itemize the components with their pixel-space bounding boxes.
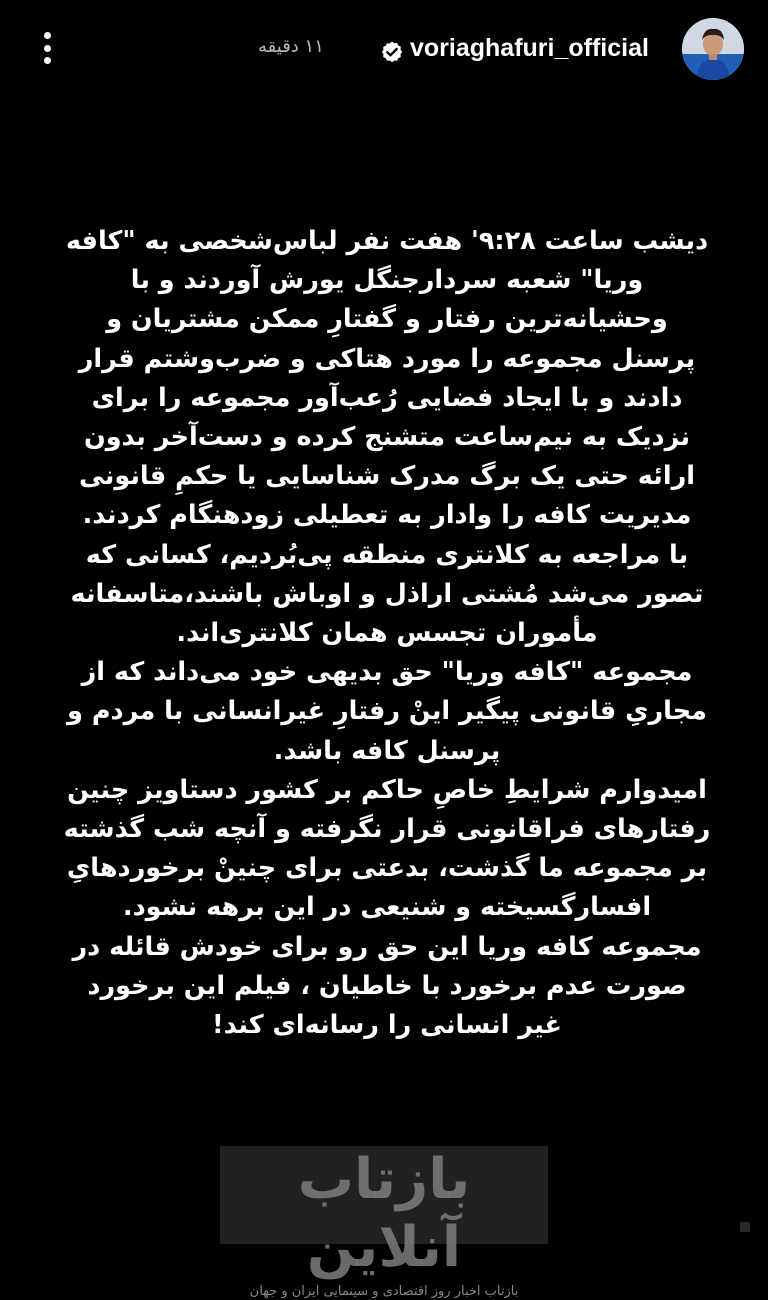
- more-options-button[interactable]: [30, 28, 64, 68]
- profile-avatar[interactable]: [682, 18, 744, 80]
- story-paragraph: با مراجعه به کلانتری منطقه پی‌بُردیم، کسانی که تصور می‌شد مُشتی اراذل و اوباش باشند،متاسفانه مأموران تجسس همان کلانتری‌اند.: [70, 539, 704, 649]
- verified-badge-icon: [380, 40, 404, 64]
- story-time: ۱۱ دقیقه: [258, 36, 324, 57]
- more-vertical-icon-dot: [44, 45, 51, 52]
- story-paragraph: دیشب ساعت ۹:۲۸' هفت نفر لباس‌شخصی به "کافه وریا" شعبه سردارجنگل یورش آوردند و با وحشیانه‌ترین رفتار و گفتارِ ممکن مشتریان و پرسنل مجموعه را مورد هتاکی و ضرب‌وشتم قرار دادند و با ایجاد فضایی رُعب‌آور مجموعه را برای نزدیک به نیم‌ساعت متشنج کرده و دست‌آخر بدون ارائه حتی یک برگ مدرک شناسایی یا حکمِ قانونی مدیریت کافه را وادار به تعطیلی زودهنگام کردند.: [65, 226, 709, 531]
- more-vertical-icon-dot: [44, 57, 51, 64]
- story-paragraph: مجموعه کافه وریا این حق رو برای خودش قائله در صورت عدم برخورد با خاطیان ، فیلم این برخورد غیر انسانی را رسانه‌ای کند!: [72, 931, 702, 1041]
- story-paragraph: مجموعه "کافه وریا" حق بدیهی خود می‌داند که از مجاریِ قانونی پیگیر اینْ رفتارِ غیرانسانی با مردم و پرسنل کافه باشد.: [67, 657, 707, 766]
- watermark-logo: [220, 1146, 548, 1299]
- story-header: [0, 0, 768, 100]
- watermark-subtitle: بازتاب اخبار روز اقتصادی و سینمایی ایران و جهان: [249, 1284, 519, 1299]
- username-link[interactable]: voriaghafuri_official: [410, 34, 649, 62]
- story-paragraph: امیدوارم شرایطِ خاصِ حاکم بر کشور دستاویز چنین رفتارهای فراقانونی قرار نگرفته و آنچه شب گذشته بر مجموعه ما گذشت، بدعتی برای چنینْ برخوردهایِ افسارگسیخته و شنیعی در این برهه نشود.: [63, 774, 711, 923]
- avatar-image: [682, 18, 744, 80]
- corner-indicator: [740, 1222, 750, 1232]
- watermark-title: بازتاب آنلاین: [297, 1147, 471, 1280]
- story-text: [62, 222, 712, 1045]
- more-vertical-icon: [44, 32, 51, 39]
